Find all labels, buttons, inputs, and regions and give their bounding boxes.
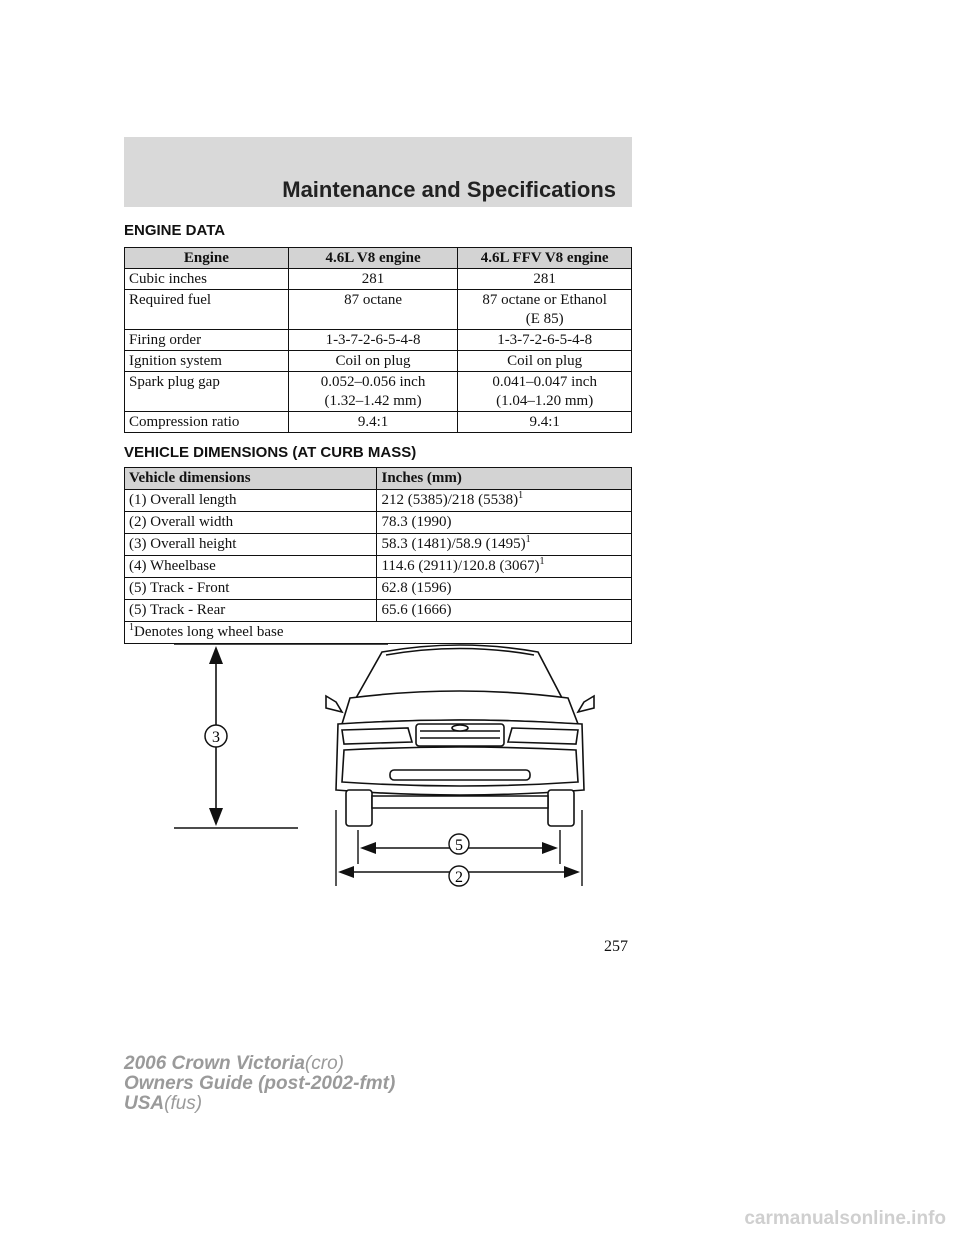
table-row bbox=[125, 556, 632, 578]
cell-line: (1.04–1.20 mm) bbox=[496, 393, 594, 409]
footnote-marker: 1 bbox=[525, 534, 531, 545]
footer-model: 2006 Crown Victoria bbox=[124, 1053, 305, 1074]
column-header: Vehicle dimensions bbox=[125, 468, 377, 490]
table-row bbox=[125, 290, 632, 330]
cell-line: 87 octane or Ethanol bbox=[482, 292, 607, 308]
footer-code: (cro) bbox=[304, 1053, 344, 1074]
header-band bbox=[124, 137, 632, 207]
engine-data-table bbox=[124, 247, 632, 433]
table-row bbox=[125, 412, 632, 433]
footnote-marker: 1 bbox=[129, 622, 134, 633]
left-wheel bbox=[346, 790, 372, 826]
cell-value: 62.8 (1596) bbox=[377, 578, 632, 600]
value-text: 212 (5385)/218 (5538) bbox=[381, 492, 519, 508]
table-row bbox=[125, 512, 632, 534]
hood bbox=[342, 691, 578, 724]
watermark: carmanualsonline.info bbox=[744, 1208, 946, 1229]
left-mirror bbox=[326, 696, 342, 712]
cell-value bbox=[377, 534, 632, 556]
cell-value: 1-3-7-2-6-5-4-8 bbox=[458, 330, 632, 351]
table-row bbox=[125, 600, 632, 622]
table-row bbox=[125, 490, 632, 512]
height-arrow-up bbox=[209, 646, 223, 664]
table-header-row bbox=[125, 468, 632, 490]
cell-value bbox=[458, 372, 632, 412]
cell-value: Coil on plug bbox=[458, 351, 632, 372]
right-mirror bbox=[578, 696, 594, 712]
track-arrow-right bbox=[542, 842, 558, 854]
engine-data-heading: ENGINE DATA bbox=[124, 222, 226, 239]
cell-value: 9.4:1 bbox=[288, 412, 458, 433]
cell-value: 9.4:1 bbox=[458, 412, 632, 433]
footer-market-code: (fus) bbox=[164, 1093, 203, 1114]
row-label: Firing order bbox=[125, 330, 289, 351]
column-header: Engine bbox=[125, 248, 289, 269]
cell-value bbox=[458, 290, 632, 330]
row-label: Compression ratio bbox=[125, 412, 289, 433]
row-label: (3) Overall height bbox=[125, 534, 377, 556]
cell-line: 0.052–0.056 inch bbox=[320, 374, 426, 390]
table-row bbox=[125, 534, 632, 556]
right-wheel bbox=[548, 790, 574, 826]
cell-line: 0.041–0.047 inch bbox=[492, 374, 597, 390]
cell-value bbox=[377, 490, 632, 512]
cell-value: Coil on plug bbox=[288, 351, 458, 372]
left-headlight bbox=[342, 728, 412, 744]
row-label: Required fuel bbox=[125, 290, 289, 330]
track-arrow-left bbox=[360, 842, 376, 854]
footer-line: Owners Guide (post-2002-fmt) bbox=[124, 1073, 396, 1094]
column-header: 4.6L FFV V8 engine bbox=[458, 248, 632, 269]
cell-value: 1-3-7-2-6-5-4-8 bbox=[288, 330, 458, 351]
table-row bbox=[125, 330, 632, 351]
vehicle-dimensions-heading: VEHICLE DIMENSIONS (AT CURB MASS) bbox=[124, 444, 417, 461]
document-footer bbox=[124, 1054, 395, 1114]
row-label: (2) Overall width bbox=[125, 512, 377, 534]
right-headlight bbox=[508, 728, 578, 744]
emblem bbox=[452, 725, 468, 731]
height-arrow-down bbox=[209, 808, 223, 826]
cell-value bbox=[288, 372, 458, 412]
table-row bbox=[125, 351, 632, 372]
row-label: Cubic inches bbox=[125, 269, 289, 290]
table-row bbox=[125, 578, 632, 600]
row-label: (1) Overall length bbox=[125, 490, 377, 512]
cell-value bbox=[377, 556, 632, 578]
column-header: 4.6L V8 engine bbox=[288, 248, 458, 269]
value-text: 58.3 (1481)/58.9 (1495) bbox=[381, 536, 526, 552]
width-label: 2 bbox=[455, 869, 463, 886]
windshield bbox=[356, 645, 562, 698]
cell-line: (1.32–1.42 mm) bbox=[324, 393, 422, 409]
row-label: (4) Wheelbase bbox=[125, 556, 377, 578]
table-row bbox=[125, 372, 632, 412]
page-number: 257 bbox=[604, 938, 628, 955]
row-label: Ignition system bbox=[125, 351, 289, 372]
vehicle-front-diagram bbox=[160, 632, 600, 894]
car-front-view bbox=[326, 645, 594, 826]
track-label: 5 bbox=[455, 837, 463, 854]
footnote-marker: 1 bbox=[539, 556, 545, 567]
footer-line bbox=[124, 1054, 395, 1074]
table-header-row bbox=[125, 248, 632, 269]
row-label: Spark plug gap bbox=[125, 372, 289, 412]
footer-line bbox=[124, 1094, 395, 1114]
width-arrow-right bbox=[564, 866, 580, 878]
row-label: (5) Track - Rear bbox=[125, 600, 377, 622]
height-label: 3 bbox=[212, 729, 220, 746]
row-label: (5) Track - Front bbox=[125, 578, 377, 600]
vehicle-dimensions-table bbox=[124, 467, 632, 644]
cell-value: 78.3 (1990) bbox=[377, 512, 632, 534]
cell-value: 281 bbox=[288, 269, 458, 290]
width-arrow-left bbox=[338, 866, 354, 878]
value-text: 114.6 (2911)/120.8 (3067) bbox=[381, 558, 540, 574]
bumper-strip bbox=[390, 770, 530, 780]
underbody bbox=[372, 796, 548, 808]
cell-value: 281 bbox=[458, 269, 632, 290]
cell-line: (E 85) bbox=[525, 311, 564, 327]
footer-market: USA bbox=[124, 1093, 165, 1114]
column-header: Inches (mm) bbox=[377, 468, 632, 490]
cell-value: 65.6 (1666) bbox=[377, 600, 632, 622]
footnote-text: Denotes long wheel base bbox=[134, 624, 284, 640]
cell-value: 87 octane bbox=[288, 290, 458, 330]
footnote-marker: 1 bbox=[518, 490, 524, 501]
table-row bbox=[125, 269, 632, 290]
page-title: Maintenance and Specifications bbox=[282, 177, 616, 202]
